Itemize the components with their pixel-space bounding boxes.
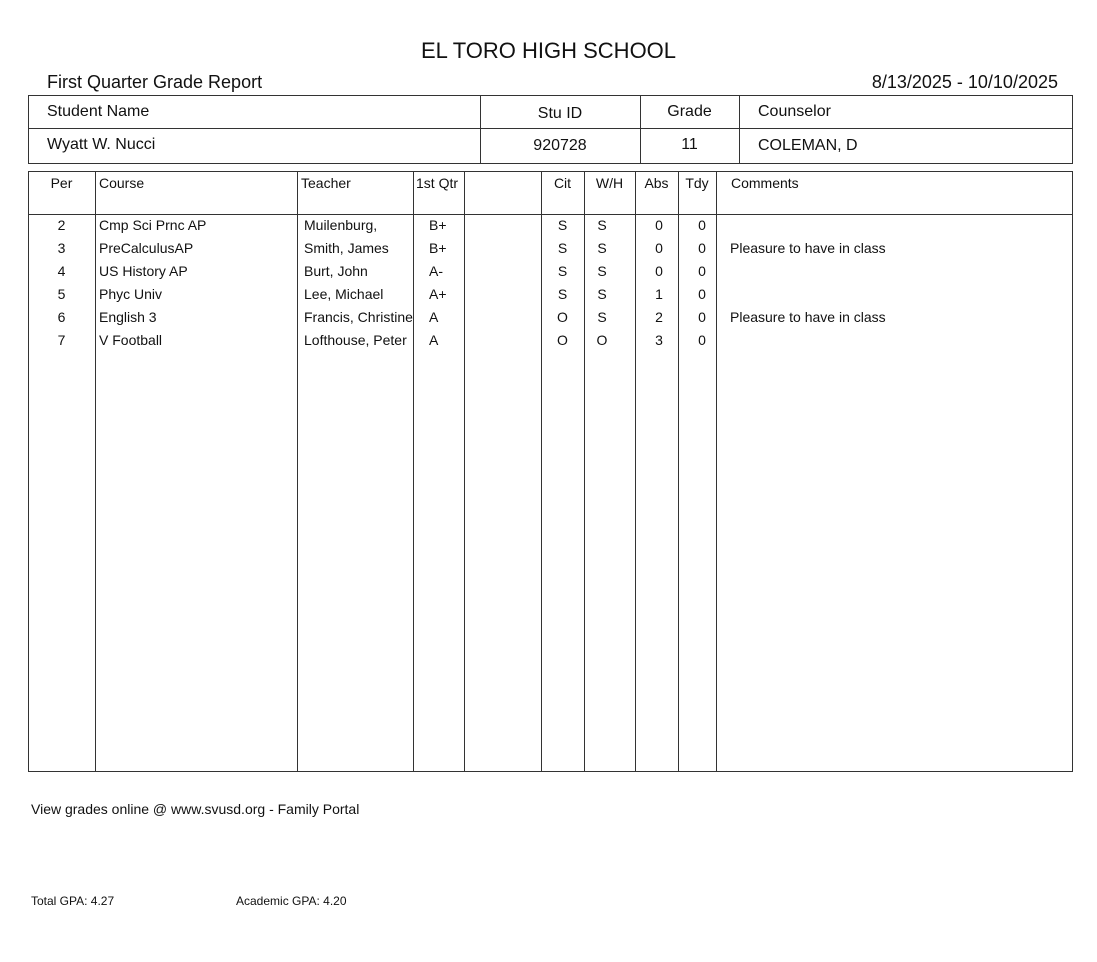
student-id-value: 920728 — [533, 137, 587, 154]
column-divider — [584, 171, 585, 771]
row-teacher: Smith, James — [304, 240, 389, 256]
table-header-divider — [28, 214, 1073, 215]
row-absences: 0 — [655, 240, 663, 256]
row-tardies: 0 — [698, 217, 706, 233]
col-header-period: Per — [50, 175, 73, 191]
row-work-habits: S — [597, 217, 607, 233]
column-divider — [297, 171, 298, 771]
row-quarter-grade: B+ — [429, 240, 447, 256]
row-absences: 2 — [655, 309, 663, 325]
row-work-habits: S — [597, 286, 607, 302]
grade-level-label: Grade — [667, 103, 712, 120]
row-course: Phyc Univ — [99, 286, 163, 302]
column-divider — [716, 171, 717, 771]
row-work-habits: S — [597, 263, 607, 279]
column-divider — [541, 171, 542, 771]
row-comment: Pleasure to have in class — [730, 240, 886, 256]
report-title: First Quarter Grade Report — [47, 72, 263, 92]
grades-table — [28, 171, 1073, 772]
row-teacher: Muilenburg, — [304, 217, 378, 233]
school-name: EL TORO HIGH SCHOOL — [420, 38, 677, 63]
col-header-teacher: Teacher — [301, 175, 351, 191]
row-comment: Pleasure to have in class — [730, 309, 886, 325]
row-tardies: 0 — [698, 332, 706, 348]
col-header-citizenship: Cit — [553, 175, 572, 191]
row-tardies: 0 — [698, 263, 706, 279]
row-period: 6 — [57, 309, 66, 325]
row-citizenship: O — [557, 332, 568, 348]
row-citizenship: S — [557, 286, 568, 302]
row-absences: 0 — [655, 263, 663, 279]
row-quarter-grade: A — [429, 309, 439, 325]
row-period: 7 — [57, 332, 66, 348]
col-header-quarter-grade: 1st Qtr — [416, 175, 459, 191]
row-tardies: 0 — [698, 240, 706, 256]
row-teacher: Lee, Michael — [304, 286, 384, 302]
student-name-value: Wyatt W. Nucci — [47, 136, 156, 153]
row-tardies: 0 — [698, 286, 706, 302]
col-header-absences: Abs — [644, 175, 669, 191]
col-header-tardies: Tdy — [685, 175, 709, 191]
row-citizenship: S — [557, 240, 568, 256]
row-quarter-grade: A+ — [429, 286, 447, 302]
row-teacher: Burt, John — [304, 263, 368, 279]
total-gpa: Total GPA: 4.27 — [31, 894, 115, 908]
row-citizenship: S — [557, 217, 568, 233]
academic-gpa: Academic GPA: 4.20 — [236, 894, 347, 908]
row-work-habits: O — [596, 332, 608, 348]
student-id-label: Stu ID — [537, 105, 583, 122]
row-quarter-grade: A- — [429, 263, 443, 279]
counselor-value: COLEMAN, D — [758, 137, 858, 154]
row-period: 3 — [57, 240, 66, 256]
counselor-label: Counselor — [758, 103, 831, 120]
row-period: 5 — [57, 286, 66, 302]
date-range: 8/13/2025 - 10/10/2025 — [871, 72, 1058, 92]
col-header-work-habits: W/H — [595, 175, 624, 191]
column-divider — [678, 171, 679, 771]
row-teacher: Lofthouse, Peter — [304, 332, 407, 348]
column-divider — [95, 171, 96, 771]
row-teacher: Francis, Christine — [304, 309, 413, 325]
row-course: PreCalculusAP — [99, 240, 194, 256]
row-course: English 3 — [99, 309, 157, 325]
col-header-course: Course — [99, 175, 145, 191]
info-col-divider — [739, 95, 740, 163]
row-absences: 1 — [655, 286, 663, 302]
row-absences: 0 — [655, 217, 663, 233]
row-course: US History AP — [99, 263, 188, 279]
row-quarter-grade: A — [429, 332, 439, 348]
online-grades-note: View grades online @ www.svusd.org - Family Portal — [31, 801, 360, 817]
row-period: 4 — [57, 263, 66, 279]
column-divider — [413, 171, 414, 771]
row-work-habits: S — [597, 309, 607, 325]
row-absences: 3 — [655, 332, 663, 348]
column-divider — [464, 171, 465, 771]
student-name-label: Student Name — [47, 103, 150, 120]
info-divider — [28, 128, 1073, 129]
row-course: Cmp Sci Prnc AP — [99, 217, 207, 233]
column-divider — [635, 171, 636, 771]
row-citizenship: S — [557, 263, 568, 279]
row-course: V Football — [99, 332, 163, 348]
row-period: 2 — [57, 217, 66, 233]
row-quarter-grade: B+ — [429, 217, 447, 233]
col-header-comments: Comments — [731, 175, 799, 191]
row-tardies: 0 — [698, 309, 706, 325]
grade-level-value: 11 — [681, 136, 698, 153]
row-work-habits: S — [597, 240, 607, 256]
row-citizenship: O — [557, 309, 568, 325]
